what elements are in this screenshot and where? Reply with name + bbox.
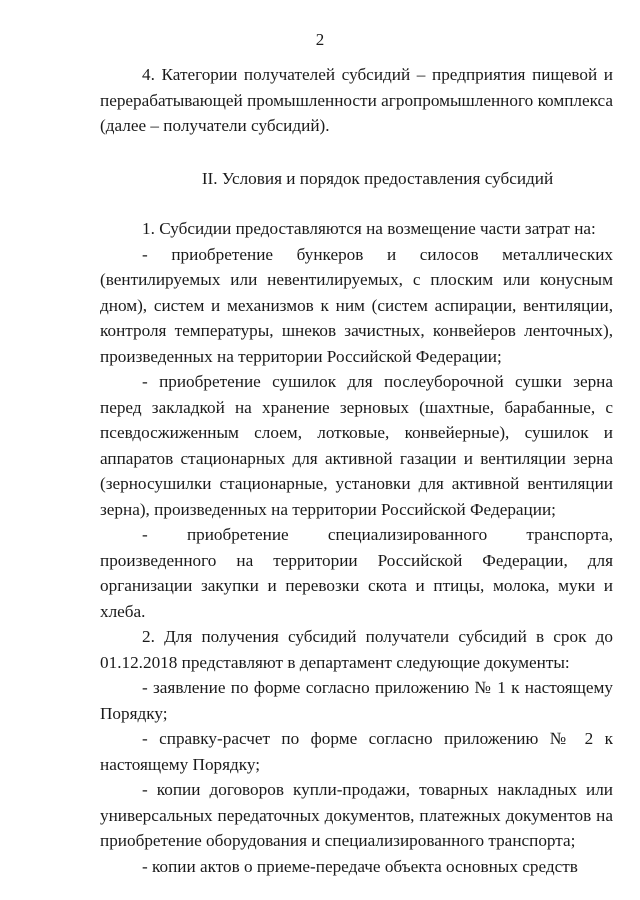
paragraph-documents-intro: 2. Для получения субсидий получатели субсидий в срок до 01.12.2018 представляют в департамент следующие документы:	[100, 627, 613, 672]
list-item: - приобретение специализированного транспорта, произведенного на территории Российской Федерации, для организации закупки и перевозки скота и птицы, молока, муки и хлеба.	[100, 525, 613, 621]
paragraph-subsidy-intro: 1. Субсидии предоставляются на возмещение части затрат на:	[142, 219, 596, 238]
spacer	[100, 139, 613, 166]
document-body	[100, 62, 613, 879]
list-item: - приобретение сушилок для послеуборочной сушки зерна перед закладкой на хранение зерновых (шахтные, барабанные, с псевдосжиженным слоем, лотковые, конвейерные), сушилок и аппаратов стационарных для активной газации и вентиляции зерна (зерносушилки стационарные, установки для активной вентиляции зерна), произведенных на территории Российской Федерации;	[100, 372, 613, 519]
list-item: - справку-расчет по форме согласно приложению № 2 к настоящему Порядку;	[100, 729, 613, 774]
paragraph-item-4: 4. Категории получателей субсидий – предприятия пищевой и перерабатывающей промышленности агропромышленного комплекса (далее – получатели субсидий).	[100, 65, 613, 135]
page-number: 2	[315, 30, 325, 49]
section-heading: II. Условия и порядок предоставления субсидий	[201, 168, 554, 188]
list-item: - заявление по форме согласно приложению № 1 к настоящему Порядку;	[100, 678, 613, 723]
list-item: - приобретение бункеров и силосов металлических (вентилируемых или невентилируемых, с плоским или конусным дном), систем и механизмов к ним (систем аспирации, вентиляции, контроля температуры, шнеков зачистных, конвейеров ленточных), произведенных на территории Российской Федерации;	[100, 244, 613, 366]
list-item: - копии актов о приеме-передаче объекта основных средств	[142, 856, 578, 876]
list-item: - копии договоров купли-продажи, товарных накладных или универсальных передаточных документов, платежных документов на приобретение оборудования и специализированного транспорта;	[100, 780, 613, 850]
spacer	[100, 191, 613, 216]
